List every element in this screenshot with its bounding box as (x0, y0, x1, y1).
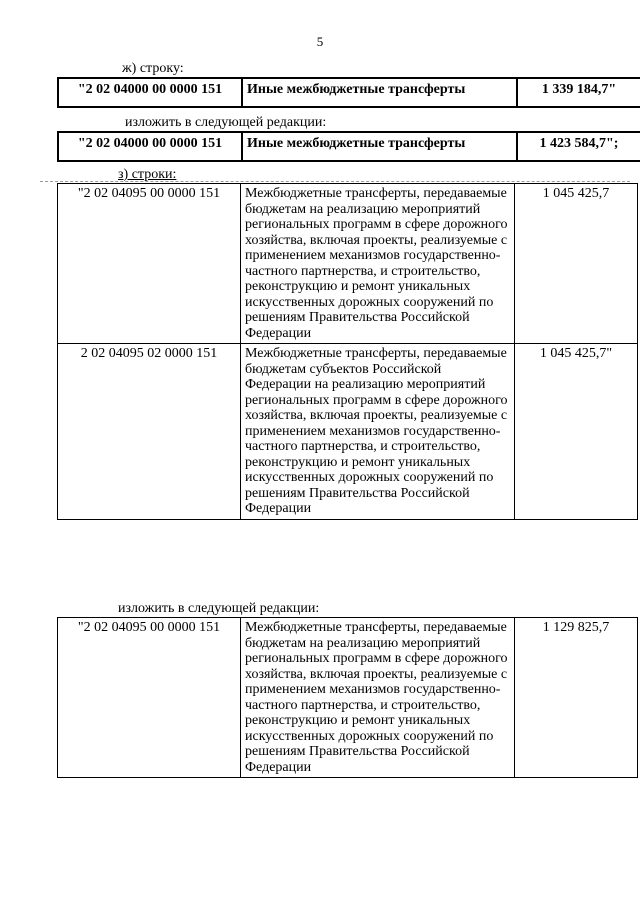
replace-caption-1: изложить в следующей редакции: (125, 115, 327, 130)
section-z-caption: з) строки: (118, 167, 177, 182)
section-zh-caption: ж) строку: (122, 61, 184, 76)
table-row (58, 184, 638, 344)
amount-cell: 1 129 825,7 (515, 618, 638, 778)
budget-code-cell: "2 02 04095 00 0000 151 (58, 618, 241, 778)
table-z-old (57, 183, 638, 520)
amount-cell: 1 045 425,7 (515, 184, 638, 344)
budget-name-cell: Межбюджетные трансферты, передаваемые бюджетам субъектов Российской Федерации на реализацию мероприятий региональных программ в сфере дорожного хозяйства, включая проекты, реализуемые с применением механизмов государственно-частного партнерства, и строительство, реконструкцию и ремонт уникальных искусственных дорожных сооружений по решениям Правительства Российской Федерации (241, 344, 515, 520)
budget-code-cell: 2 02 04095 02 0000 151 (58, 344, 241, 520)
budget-code-cell: "2 02 04000 00 0000 151 (58, 132, 242, 161)
table-row (58, 618, 638, 778)
budget-name-cell: Иные межбюджетные трансферты (242, 132, 517, 161)
amount-cell: 1 339 184,7" (517, 78, 640, 107)
budget-code-cell: "2 02 04095 00 0000 151 (58, 184, 241, 344)
budget-name-cell: Иные межбюджетные трансферты (242, 78, 517, 107)
table-zh-old (57, 77, 640, 108)
table-z-new (57, 617, 638, 778)
table-row (58, 344, 638, 520)
replace-caption-2: изложить в следующей редакции: (118, 601, 320, 616)
budget-code-cell: "2 02 04000 00 0000 151 (58, 78, 242, 107)
table-row (58, 132, 640, 161)
page-number: 5 (316, 34, 324, 49)
table-zh-new (57, 131, 640, 162)
table-row (58, 78, 640, 107)
amount-cell: 1 045 425,7" (515, 344, 638, 520)
amount-cell: 1 423 584,7"; (517, 132, 640, 161)
budget-name-cell: Межбюджетные трансферты, передаваемые бюджетам на реализацию мероприятий региональных программ в сфере дорожного хозяйства, включая проекты, реализуемые с применением механизмов государственно-частного партнерства, и строительство, реконструкцию и ремонт уникальных искусственных дорожных сооружений по решениям Правительства Российской Федерации (241, 184, 515, 344)
budget-name-cell: Межбюджетные трансферты, передаваемые бюджетам на реализацию мероприятий региональных программ в сфере дорожного хозяйства, включая проекты, реализуемые с применением механизмов государственно-частного партнерства, и строительство, реконструкцию и ремонт уникальных искусственных дорожных сооружений по решениям Правительства Российской Федерации (241, 618, 515, 778)
